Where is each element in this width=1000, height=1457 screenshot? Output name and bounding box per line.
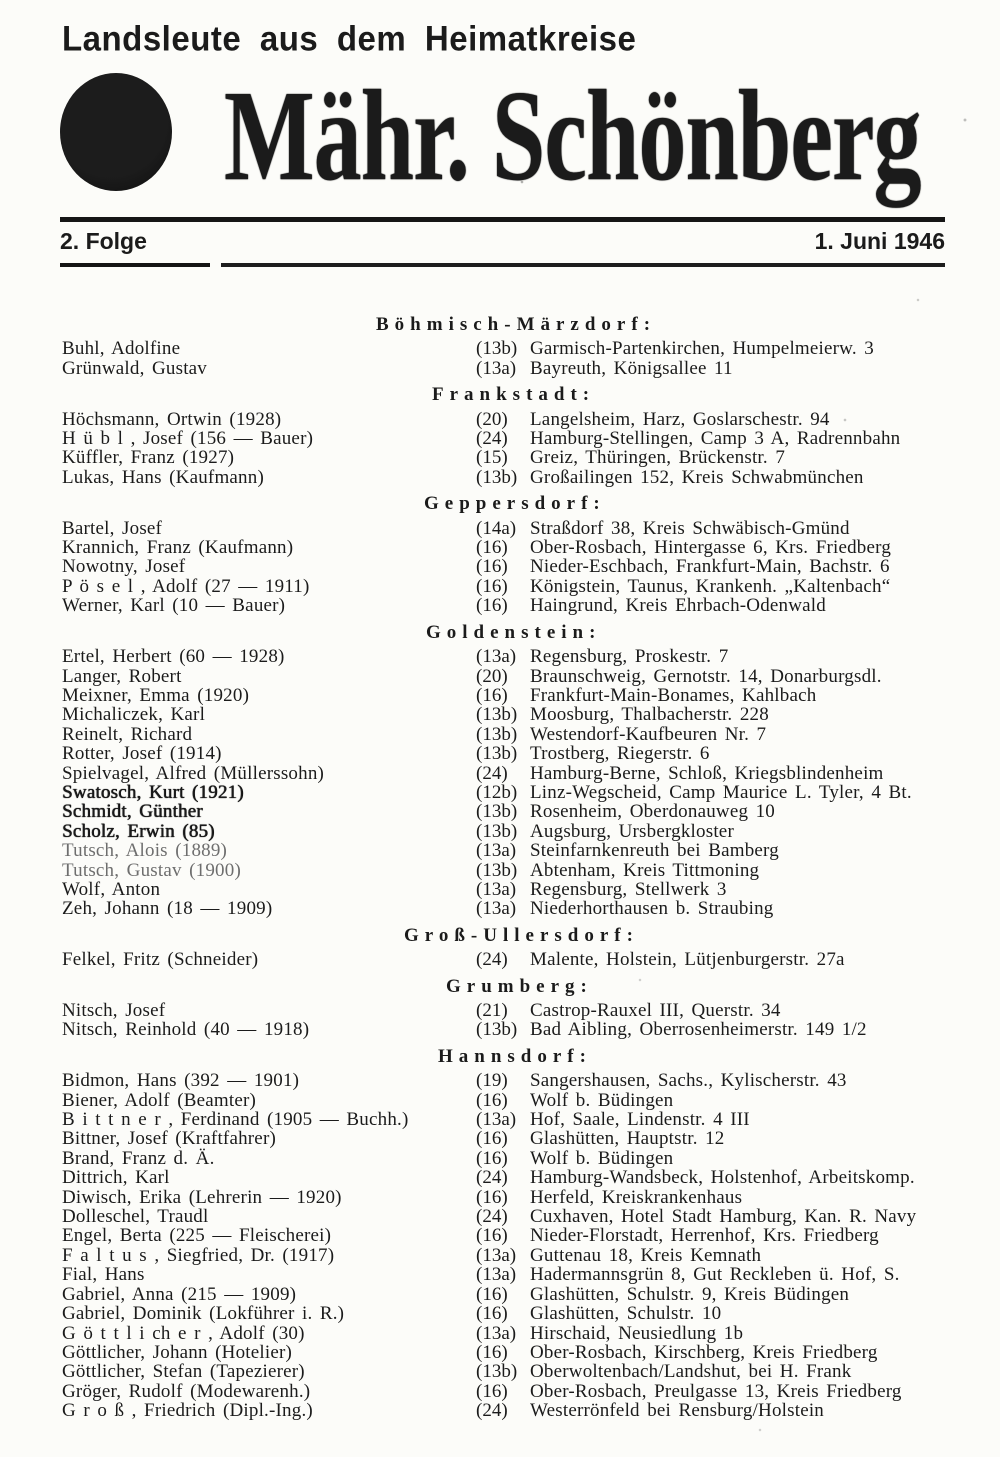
town-section [0, 385, 1000, 487]
address: Bad Aibling, Oberrosenheimerstr. 149 1/2 [530, 1019, 867, 1041]
zone-code: (13b) [476, 820, 518, 842]
town-header: Goldenstein: [426, 621, 602, 643]
entry-row [0, 359, 1000, 378]
zone-code: (13b) [476, 338, 518, 360]
entry-row [0, 764, 1000, 783]
resident-name: Spielvagel, Alfred (Müllerssohn) [62, 762, 325, 784]
issue-row [60, 226, 945, 256]
resident-name: Bittner, Josef (Kraftfahrer) [62, 1128, 276, 1150]
entry-row [0, 1401, 1000, 1420]
zone-code: (16) [476, 1303, 508, 1325]
entry-row [0, 448, 1000, 467]
address: Hamburg-Stellingen, Camp 3 A, Radrennbahn [530, 428, 901, 450]
entry-row [0, 1304, 1000, 1323]
zone-code: (16) [476, 537, 508, 559]
zone-code: (13b) [476, 859, 518, 881]
resident-name: Scholz, Erwin (85) [62, 820, 215, 842]
resident-name: Tutsch, Gustav (1900) [62, 859, 241, 881]
issue-date: 1. Juni 1946 [814, 228, 945, 254]
zone-code: (21) [476, 1000, 508, 1021]
zone-code: (13b) [476, 704, 518, 726]
zone-code: (24) [476, 1400, 508, 1422]
town-section [0, 315, 1000, 378]
masthead-rule-bottom [60, 263, 945, 267]
entry-row [0, 1188, 1000, 1207]
town-header: Grumberg: [446, 975, 593, 997]
address: Greiz, Thüringen, Brückenstr. 7 [530, 447, 786, 469]
zone-code: (13a) [476, 898, 517, 920]
address: Ober-Rosbach, Kirschberg, Kreis Friedberg [530, 1341, 878, 1363]
entry-row [0, 783, 1000, 802]
zone-code: (16) [476, 575, 508, 597]
entry-row [0, 1226, 1000, 1245]
address: Malente, Holstein, Lütjenburgerstr. 27a [530, 949, 845, 971]
resident-name: Reinelt, Richard [62, 723, 193, 745]
zone-code: (16) [476, 556, 508, 578]
address: Frankfurt-Main-Bonames, Kahlbach [530, 684, 817, 706]
address: Glashütten, Hauptstr. 12 [530, 1128, 725, 1150]
zone-code: (20) [476, 665, 508, 687]
resident-name: Engel, Berta (225 — Fleischerei) [62, 1225, 332, 1247]
resident-name: Fial, Hans [62, 1264, 145, 1286]
resident-name: Nowotny, Josef [62, 556, 186, 578]
address: Königstein, Taunus, Krankenh. „Kaltenbach“ [530, 575, 891, 597]
resident-name: Göttlicher, Stefan (Tapezierer) [62, 1361, 305, 1383]
zone-code: (16) [476, 1225, 508, 1247]
resident-name: Bidmon, Hans (392 — 1901) [62, 1070, 300, 1092]
resident-name: Langer, Robert [62, 665, 182, 687]
address: Cuxhaven, Hotel Stadt Hamburg, Kan. R. Navy [530, 1206, 917, 1228]
town-section [0, 926, 1000, 970]
zone-code: (16) [476, 1380, 508, 1402]
entry-row [0, 1246, 1000, 1265]
resident-name: Nitsch, Josef [62, 1000, 166, 1021]
zone-code: (16) [476, 1128, 508, 1150]
address: Ober-Rosbach, Preulgasse 13, Kreis Friedberg [530, 1380, 902, 1402]
entry-row [0, 468, 1000, 487]
zone-code: (24) [476, 949, 508, 971]
zone-code: (13b) [476, 743, 518, 765]
entry-row [0, 538, 1000, 557]
zone-code: (16) [476, 684, 508, 706]
address: Steinfarnkenreuth bei Bamberg [530, 840, 779, 862]
address: Braunschweig, Gernotstr. 14, Donarburgsdl. [530, 665, 882, 687]
entry-row [0, 1149, 1000, 1168]
resident-name: Ertel, Herbert (60 — 1928) [62, 646, 285, 668]
address: Moosburg, Thalbacherstr. 228 [530, 704, 769, 726]
masthead-kicker: Landsleute aus dem Heimatkreise [62, 18, 637, 59]
town-section [0, 494, 1000, 615]
town-section [0, 977, 1000, 1040]
resident-name: Werner, Karl (10 — Bauer) [62, 595, 286, 617]
address: Hirschaid, Neusiedlung 1b [530, 1322, 744, 1344]
resident-name: Wolf, Anton [62, 878, 161, 900]
entry-row [0, 1265, 1000, 1284]
zone-code: (20) [476, 408, 508, 430]
entry-row [0, 1020, 1000, 1039]
address: Bayreuth, Königsallee 11 [530, 357, 733, 379]
masthead-rule-top [60, 217, 945, 222]
address: Großailingen 152, Kreis Schwabmünchen [530, 466, 864, 488]
entry-row [0, 725, 1000, 744]
entry-row [0, 1168, 1000, 1187]
resident-name: Gabriel, Anna (215 — 1909) [62, 1283, 297, 1305]
address: Glashütten, Schulstr. 9, Kreis Büdingen [530, 1283, 850, 1305]
address: Nieder-Florstadt, Herrenhof, Krs. Friedberg [530, 1225, 879, 1247]
zone-code: (12b) [476, 781, 518, 803]
town-header: Böhmisch-Märzdorf: [376, 314, 657, 335]
zone-code: (16) [476, 1283, 508, 1305]
resident-name: Swatosch, Kurt (1921) [62, 781, 244, 803]
zone-code: (24) [476, 762, 508, 784]
address: Glashütten, Schulstr. 10 [530, 1303, 722, 1325]
address: Haingrund, Kreis Ehrbach-Odenwald [530, 595, 826, 617]
address: Guttenau 18, Kreis Kemnath [530, 1244, 762, 1266]
resident-name: Küffler, Franz (1927) [62, 447, 235, 469]
zone-code: (13a) [476, 357, 517, 379]
address: Rosenheim, Oberdonauweg 10 [530, 801, 776, 823]
directory-listing [0, 300, 1000, 1421]
zone-code: (13a) [476, 1264, 517, 1286]
town-header: Groß-Ullersdorf: [404, 924, 639, 946]
address: Wolf b. Büdingen [530, 1147, 674, 1169]
address: Nieder-Eschbach, Frankfurt-Main, Bachstr. 6 [530, 556, 890, 578]
entry-row [0, 1343, 1000, 1362]
address: Augsburg, Ursbergkloster [530, 820, 734, 842]
entry-row [0, 880, 1000, 899]
address: Herfeld, Kreiskrankenhaus [530, 1186, 743, 1208]
masthead-title: Mähr. Schönberg [224, 63, 921, 208]
resident-name: Höchsmann, Ortwin (1928) [62, 408, 282, 430]
address: Hamburg-Wandsbeck, Holstenhof, Arbeitskomp. [530, 1167, 915, 1189]
entry-row [0, 667, 1000, 686]
resident-name: G ö t t l i ch e r , Adolf (30) [62, 1322, 305, 1344]
address: Oberwoltenbach/Landshut, bei H. Frank [530, 1361, 852, 1383]
entry-row [0, 1071, 1000, 1090]
zone-code: (13a) [476, 1109, 517, 1131]
entry-row [0, 841, 1000, 860]
entry-row [0, 1362, 1000, 1381]
entry-row [0, 686, 1000, 705]
town-header: Frankstadt: [432, 384, 596, 406]
entry-row [0, 410, 1000, 429]
address: Regensburg, Stellwerk 3 [530, 878, 727, 900]
resident-name: Felkel, Fritz (Schneider) [62, 949, 259, 971]
resident-name: Zeh, Johann (18 — 1909) [62, 898, 273, 920]
address: Garmisch-Partenkirchen, Humpelmeierw. 3 [530, 338, 874, 360]
resident-name: H ü b l , Josef (156 — Bauer) [62, 428, 314, 450]
entry-row [0, 1091, 1000, 1110]
entry-row [0, 950, 1000, 969]
resident-name: Gröger, Rudolf (Modewarenh.) [62, 1380, 311, 1402]
address: Abtenham, Kreis Tittmoning [530, 859, 760, 881]
zone-code: (16) [476, 1147, 508, 1169]
entry-row [0, 1110, 1000, 1129]
resident-name: Brand, Franz d. Ä. [62, 1147, 215, 1169]
zone-code: (16) [476, 1186, 508, 1208]
address: Wolf b. Büdingen [530, 1089, 674, 1111]
resident-name: Tutsch, Alois (1889) [62, 840, 228, 862]
entry-row [0, 744, 1000, 763]
resident-name: Grünwald, Gustav [62, 357, 208, 379]
address: Westerrönfeld bei Rensburg/Holstein [530, 1400, 825, 1422]
zone-code: (13b) [476, 1361, 518, 1383]
masthead-circle-logo [60, 73, 172, 191]
resident-name: G r o ß , Friedrich (Dipl.-Ing.) [62, 1400, 313, 1422]
entry-row [0, 899, 1000, 918]
zone-code: (16) [476, 1089, 508, 1111]
resident-name: Lukas, Hans (Kaufmann) [62, 466, 264, 488]
entry-row [0, 1382, 1000, 1401]
zone-code: (13a) [476, 1322, 517, 1344]
zone-code: (13a) [476, 646, 517, 668]
entry-row [0, 596, 1000, 615]
entry-row [0, 339, 1000, 358]
resident-name: Gabriel, Dominik (Lokführer i. R.) [62, 1303, 345, 1325]
resident-name: Diwisch, Erika (Lehrerin — 1920) [62, 1186, 342, 1208]
entry-row [0, 1129, 1000, 1148]
resident-name: Göttlicher, Johann (Hotelier) [62, 1341, 293, 1363]
resident-name: B i t t n e r , Ferdinand (1905 — Buchh.) [62, 1109, 409, 1131]
zone-code: (13b) [476, 466, 518, 488]
zone-code: (14a) [476, 517, 517, 539]
entry-row [0, 861, 1000, 880]
zone-code: (24) [476, 1206, 508, 1228]
zone-code: (13a) [476, 840, 517, 862]
address: Hadermannsgrün 8, Gut Reckleben ü. Hof, S. [530, 1264, 900, 1286]
zone-code: (15) [476, 447, 508, 469]
issue-number: 2. Folge [60, 228, 147, 254]
resident-name: Nitsch, Reinhold (40 — 1918) [62, 1019, 310, 1041]
address: Castrop-Rauxel III, Querstr. 34 [530, 1000, 781, 1021]
resident-name: Dittrich, Karl [62, 1167, 170, 1189]
zone-code: (19) [476, 1070, 508, 1092]
resident-name: Bartel, Josef [62, 517, 163, 539]
zone-code: (16) [476, 1341, 508, 1363]
town-section [0, 1047, 1000, 1421]
town-section [0, 623, 1000, 919]
entry-row [0, 705, 1000, 724]
address: Regensburg, Proskestr. 7 [530, 646, 729, 668]
entry-row [0, 802, 1000, 821]
zone-code: (24) [476, 428, 508, 450]
entry-row [0, 1207, 1000, 1226]
address: Trostberg, Riegerstr. 6 [530, 743, 710, 765]
resident-name: Rotter, Josef (1914) [62, 743, 222, 765]
entry-row [0, 822, 1000, 841]
entry-row [0, 1001, 1000, 1020]
entry-row [0, 1324, 1000, 1343]
zone-code: (16) [476, 595, 508, 617]
zone-code: (13a) [476, 1244, 517, 1266]
entry-row [0, 557, 1000, 576]
zone-code: (13b) [476, 1019, 518, 1041]
zone-code: (24) [476, 1167, 508, 1189]
zone-code: (13b) [476, 723, 518, 745]
address: Hamburg-Berne, Schloß, Kriegsblindenheim [530, 762, 884, 784]
resident-name: Schmidt, Günther [62, 801, 203, 823]
entry-row [0, 647, 1000, 666]
address: Hof, Saale, Lindenstr. 4 III [530, 1109, 750, 1131]
resident-name: Michaliczek, Karl [62, 704, 206, 726]
address: Westendorf-Kaufbeuren Nr. 7 [530, 723, 767, 745]
entry-row [0, 519, 1000, 538]
zone-code: (13a) [476, 878, 517, 900]
address: Niederhorthausen b. Straubing [530, 898, 774, 920]
resident-name: P ö s e l , Adolf (27 — 1911) [62, 575, 310, 597]
town-header: Hannsdorf: [438, 1045, 592, 1067]
resident-name: Biener, Adolf (Beamter) [62, 1089, 257, 1111]
address: Langelsheim, Harz, Goslarschestr. 94 [530, 408, 830, 430]
resident-name: Meixner, Emma (1920) [62, 684, 250, 706]
address: Linz-Wegscheid, Camp Maurice L. Tyler, 4 Bt. [530, 781, 912, 803]
entry-row [0, 577, 1000, 596]
town-header: Geppersdorf: [424, 493, 606, 515]
entry-row [0, 429, 1000, 448]
zone-code: (13b) [476, 801, 518, 823]
resident-name: Krannich, Franz (Kaufmann) [62, 537, 294, 559]
address: Ober-Rosbach, Hintergasse 6, Krs. Friedberg [530, 537, 892, 559]
address: Straßdorf 38, Kreis Schwäbisch-Gmünd [530, 517, 850, 539]
address: Sangershausen, Sachs., Kylischerstr. 43 [530, 1070, 847, 1092]
resident-name: Buhl, Adolfine [62, 338, 181, 360]
resident-name: F a l t u s , Siegfried, Dr. (1917) [62, 1244, 335, 1266]
entry-row [0, 1285, 1000, 1304]
resident-name: Dolleschel, Traudl [62, 1206, 209, 1228]
